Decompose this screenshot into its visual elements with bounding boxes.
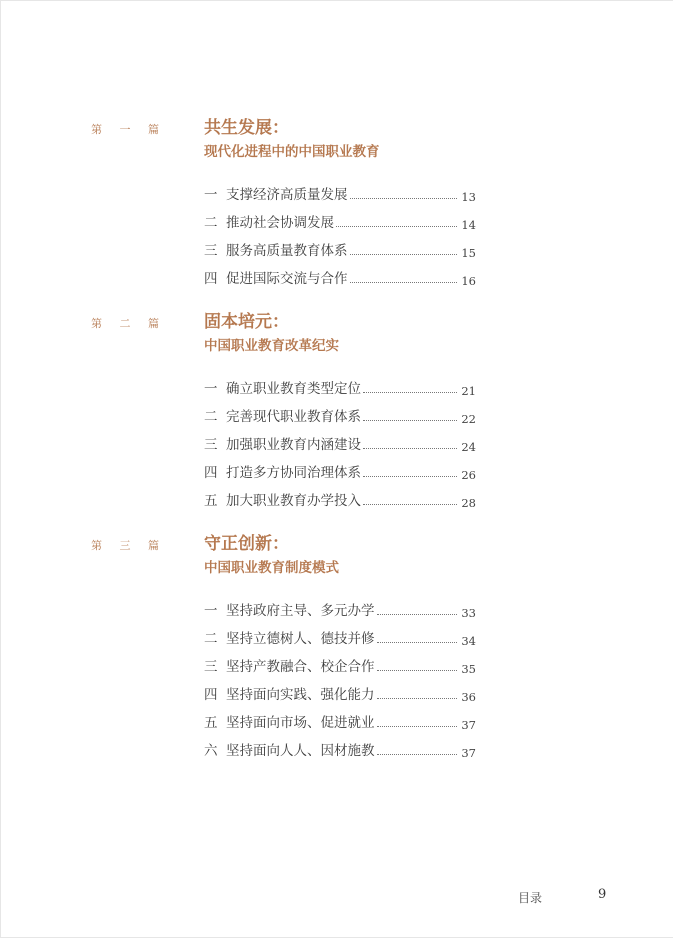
entry-number: 三	[204, 437, 218, 453]
dot-leader	[377, 725, 458, 727]
part-1-label	[91, 121, 159, 137]
entry-number: 三	[204, 243, 218, 259]
entry-title: 推动社会协调发展	[226, 215, 334, 231]
entry-title: 坚持面向实践、强化能力	[226, 687, 375, 703]
entry-page: 16	[461, 274, 476, 288]
entry-title: 坚持立德树人、德技并修	[226, 631, 375, 647]
part-label-char: 篇	[148, 317, 159, 330]
entry-page: 34	[461, 634, 476, 648]
part-label-char: 二	[119, 317, 131, 330]
part-2-entries	[204, 369, 476, 509]
entry-page: 14	[461, 218, 476, 232]
dot-leader	[350, 281, 458, 283]
dot-leader	[363, 447, 457, 449]
toc-entry[interactable]	[204, 619, 476, 647]
footer-page-number: 9	[598, 887, 607, 902]
entry-title: 服务高质量教育体系	[226, 243, 348, 259]
entry-number: 三	[204, 659, 218, 675]
entry-title: 坚持面向人人、因材施教	[226, 743, 375, 759]
footer-section-label: 目录	[518, 891, 543, 905]
part-label-char: 一	[119, 123, 131, 136]
dot-leader	[377, 669, 458, 671]
entry-title: 加强职业教育内涵建设	[226, 437, 361, 453]
entry-page: 36	[461, 690, 476, 704]
toc-entry[interactable]	[204, 481, 476, 509]
entry-number: 一	[204, 603, 218, 619]
entry-number: 五	[204, 493, 218, 509]
part-label-char: 篇	[148, 123, 159, 136]
part-3-label	[91, 537, 159, 553]
toc-entry[interactable]	[204, 731, 476, 759]
entry-page: 33	[461, 606, 476, 620]
entry-number: 一	[204, 381, 218, 397]
toc-entry[interactable]	[204, 425, 476, 453]
part-1-entries	[204, 175, 476, 287]
dot-leader	[377, 753, 458, 755]
entry-title: 完善现代职业教育体系	[226, 409, 361, 425]
toc-entry[interactable]	[204, 397, 476, 425]
dot-leader	[377, 613, 458, 615]
entry-number: 四	[204, 465, 218, 481]
part-3-title: 守正创新：	[204, 534, 289, 554]
dot-leader	[377, 697, 458, 699]
entry-number: 二	[204, 215, 218, 231]
toc-entry[interactable]	[204, 259, 476, 287]
entry-page: 22	[461, 412, 476, 426]
entry-number: 二	[204, 409, 218, 425]
toc-entry[interactable]	[204, 647, 476, 675]
entry-number: 四	[204, 687, 218, 703]
part-1-title: 共生发展：	[204, 118, 289, 138]
toc-entry[interactable]	[204, 453, 476, 481]
entry-page: 13	[461, 190, 476, 204]
part-label-char: 第	[91, 539, 102, 552]
part-2-title: 固本培元：	[204, 312, 289, 332]
dot-leader	[350, 253, 458, 255]
part-label-char: 第	[91, 317, 102, 330]
entry-page: 37	[461, 746, 476, 760]
part-3-entries	[204, 591, 476, 759]
dot-leader	[363, 475, 457, 477]
dot-leader	[363, 419, 457, 421]
toc-entry[interactable]	[204, 175, 476, 203]
part-3-subtitle: 中国职业教育制度模式	[204, 560, 339, 576]
dot-leader	[377, 641, 458, 643]
part-2-label	[91, 315, 159, 331]
part-label-char: 三	[119, 539, 131, 552]
entry-title: 支撑经济高质量发展	[226, 187, 348, 203]
entry-title: 坚持面向市场、促进就业	[226, 715, 375, 731]
dot-leader	[336, 225, 457, 227]
toc-entry[interactable]	[204, 369, 476, 397]
dot-leader	[363, 391, 457, 393]
dot-leader	[363, 503, 457, 505]
toc-entry[interactable]	[204, 203, 476, 231]
entry-number: 五	[204, 715, 218, 731]
part-label-char: 第	[91, 123, 102, 136]
entry-title: 打造多方协同治理体系	[226, 465, 361, 481]
toc-entry[interactable]	[204, 675, 476, 703]
entry-title: 坚持政府主导、多元办学	[226, 603, 375, 619]
part-2-subtitle: 中国职业教育改革纪实	[204, 338, 339, 354]
entry-page: 37	[461, 718, 476, 732]
entry-title: 坚持产教融合、校企合作	[226, 659, 375, 675]
toc-entry[interactable]	[204, 591, 476, 619]
entry-title: 加大职业教育办学投入	[226, 493, 361, 509]
entry-title: 确立职业教育类型定位	[226, 381, 361, 397]
entry-page: 35	[461, 662, 476, 676]
dot-leader	[350, 197, 458, 199]
entry-number: 二	[204, 631, 218, 647]
part-1-subtitle: 现代化进程中的中国职业教育	[204, 144, 380, 160]
entry-page: 15	[461, 246, 476, 260]
entry-page: 28	[461, 496, 476, 510]
entry-page: 21	[461, 384, 476, 398]
entry-number: 一	[204, 187, 218, 203]
entry-number: 四	[204, 271, 218, 287]
toc-entry[interactable]	[204, 231, 476, 259]
entry-page: 26	[461, 468, 476, 482]
entry-number: 六	[204, 743, 218, 759]
toc-entry[interactable]	[204, 703, 476, 731]
entry-page: 24	[461, 440, 476, 454]
part-label-char: 篇	[148, 539, 159, 552]
entry-title: 促进国际交流与合作	[226, 271, 348, 287]
